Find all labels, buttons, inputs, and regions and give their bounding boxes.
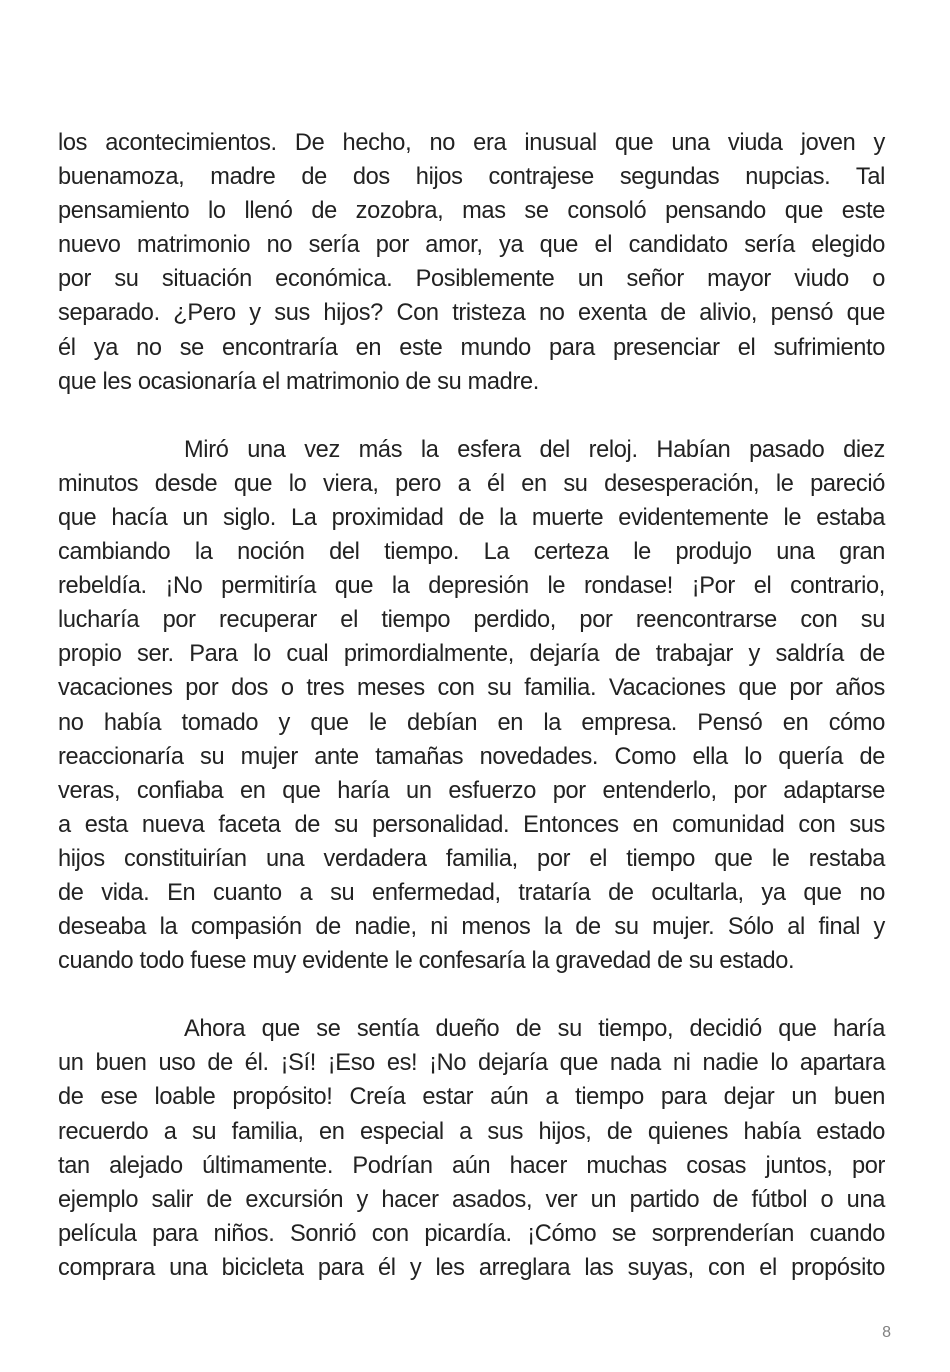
text-line: propio ser. Para lo cual primordialmente, dejaría de trabajar y saldría de [58, 641, 885, 668]
text-line: reaccionaría su mujer ante tamañas novedades. Como ella lo quería de [58, 743, 885, 770]
text-line: buenamoza, madre de dos hijos contrajese segundas nupcias. Tal [58, 164, 885, 191]
page-number: 8 [882, 1324, 891, 1341]
text-line: de ese loable propósito! Creía estar aún a tiempo para dejar un buen [58, 1084, 885, 1111]
text-line: cambiando la noción del tiempo. La certeza le produjo una gran [58, 539, 885, 566]
text-line: que hacía un siglo. La proximidad de la muerte evidentemente le estaba [58, 504, 885, 531]
text-line: Ahora que se sentía dueño de su tiempo, decidió que haría [184, 1016, 885, 1043]
text-line: vacaciones por dos o tres meses con su familia. Vacaciones que por años [58, 675, 885, 702]
paragraph [58, 1012, 885, 1285]
text-line: Miró una vez más la esfera del reloj. Habían pasado diez [184, 436, 885, 463]
text-line: comprara una bicicleta para él y les arreglara las suyas, con el propósito [58, 1254, 885, 1281]
text-line: que les ocasionaría el matrimonio de su madre. [58, 368, 539, 395]
text-line: ejemplo salir de excursión y hacer asados, ver un partido de fútbol o una [58, 1186, 885, 1213]
text-line: él ya no se encontraría en este mundo para presenciar el sufrimiento [58, 334, 885, 361]
text-line: lucharía por recuperar el tiempo perdido, por reencontrarse con su [58, 607, 885, 634]
paragraph-gap [58, 978, 885, 1012]
body-text [58, 126, 885, 1285]
text-line: hijos constituirían una verdadera familia, por el tiempo que le restaba [58, 845, 885, 872]
text-line: a esta nueva faceta de su personalidad. Entonces en comunidad con sus [58, 811, 885, 838]
text-line: de vida. En cuanto a su enfermedad, trataría de ocultarla, ya que no [58, 879, 885, 906]
text-line: pensamiento lo llenó de zozobra, mas se consoló pensando que este [58, 198, 885, 225]
paragraph [58, 126, 885, 399]
text-line: minutos desde que lo viera, pero a él en su desesperación, le pareció [58, 470, 885, 497]
text-line: cuando todo fuese muy evidente le confesaría la gravedad de su estado. [58, 948, 795, 975]
text-line: un buen uso de él. ¡Sí! ¡Eso es! ¡No dejaría que nada ni nadie lo apartara [58, 1050, 885, 1077]
text-line: veras, confiaba en que haría un esfuerzo por entenderlo, por adaptarse [58, 777, 885, 804]
text-line: tan alejado últimamente. Podrían aún hacer muchas cosas juntos, por [58, 1152, 885, 1179]
text-line: película para niños. Sonrió con picardía. ¡Cómo se sorprenderían cuando [58, 1220, 885, 1247]
text-line: deseaba la compasión de nadie, ni menos la de su mujer. Sólo al final y [58, 914, 885, 941]
text-line: no había tomado y que le debían en la empresa. Pensó en cómo [58, 709, 885, 736]
paragraph-gap [58, 399, 885, 433]
text-line: los acontecimientos. De hecho, no era inusual que una viuda joven y [58, 130, 885, 156]
text-line: separado. ¿Pero y sus hijos? Con tristeza no exenta de alivio, pensó que [58, 300, 885, 327]
text-line: recuerdo a su familia, en especial a sus hijos, de quienes había estado [58, 1118, 885, 1145]
text-line: nuevo matrimonio no sería por amor, ya que el candidato sería elegido [58, 232, 885, 259]
text-line: por su situación económica. Posiblemente un señor mayor viudo o [58, 266, 885, 293]
text-line: rebeldía. ¡No permitiría que la depresión le rondase! ¡Por el contrario, [58, 573, 885, 600]
paragraph [58, 433, 885, 979]
